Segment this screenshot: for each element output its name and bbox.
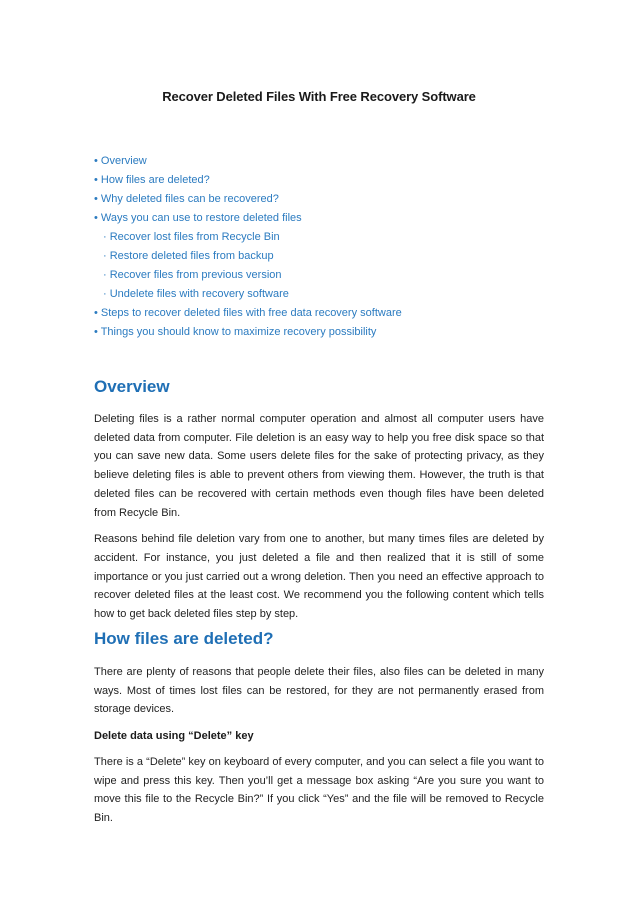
delete-key-subheading: Delete data using “Delete” key xyxy=(94,730,254,743)
how-deleted-heading: How files are deleted? xyxy=(94,629,274,648)
toc-item-steps-to-recover[interactable]: • Steps to recover deleted files with free data recovery software xyxy=(94,307,402,319)
how-deleted-section xyxy=(94,628,544,828)
toc-item-how-files-deleted[interactable]: • How files are deleted? xyxy=(94,174,210,186)
toc-subitem-recycle-bin[interactable]: · Recover lost files from Recycle Bin xyxy=(103,231,280,243)
toc-subitem-recovery-software[interactable]: · Undelete files with recovery software xyxy=(103,288,289,300)
overview-section xyxy=(94,376,544,624)
toc-subitem-previous-version[interactable]: · Recover files from previous version xyxy=(103,269,282,281)
toc-item-maximize-recovery[interactable]: • Things you should know to maximize recovery possibility xyxy=(94,326,377,338)
overview-paragraph: Reasons behind file deletion vary from one to another, but many times files are deleted by accident. For instance, you just deleted a file and then realized that it is still of some importance or you just carried out a wrong deletion. Then you need an effective approach to recover deleted files at the least cost. We recommend you the following content which tells how to get back deleted files step by step. xyxy=(94,533,544,621)
toc-subitem-backup[interactable]: · Restore deleted files from backup xyxy=(103,250,274,262)
toc-item-overview[interactable]: • Overview xyxy=(94,155,147,167)
toc-item-why-recoverable[interactable]: • Why deleted files can be recovered? xyxy=(94,193,279,205)
table-of-contents xyxy=(94,152,544,342)
overview-paragraph: Deleting files is a rather normal computer operation and almost all computer users have deleted data from computer. File deletion is an easy way to help you free disk space so that you can save new data. Some users delete files for the sake of protecting privacy, as they believe deleting files is able to prevent others from viewing them. However, the truth is that deleted files can be recovered with certain methods even though files have been deleted from Recycle Bin. xyxy=(94,413,544,519)
overview-heading: Overview xyxy=(94,377,170,396)
document-title: Recover Deleted Files With Free Recovery Software xyxy=(162,89,476,104)
delete-key-paragraph: There is a “Delete” key on keyboard of every computer, and you can select a file you want to wipe and press this key. Then you’ll get a message box asking “Are you sure you want to move this file to the Recycle Bin?” If you click “Yes” and the file will be removed to Recycle Bin. xyxy=(94,755,544,824)
toc-item-ways-to-restore[interactable]: • Ways you can use to restore deleted files xyxy=(94,212,302,224)
how-deleted-intro: There are plenty of reasons that people delete their files, also files can be deleted in many ways. Most of times lost files can be restored, for they are not permanently erased from storage devices. xyxy=(94,666,544,716)
